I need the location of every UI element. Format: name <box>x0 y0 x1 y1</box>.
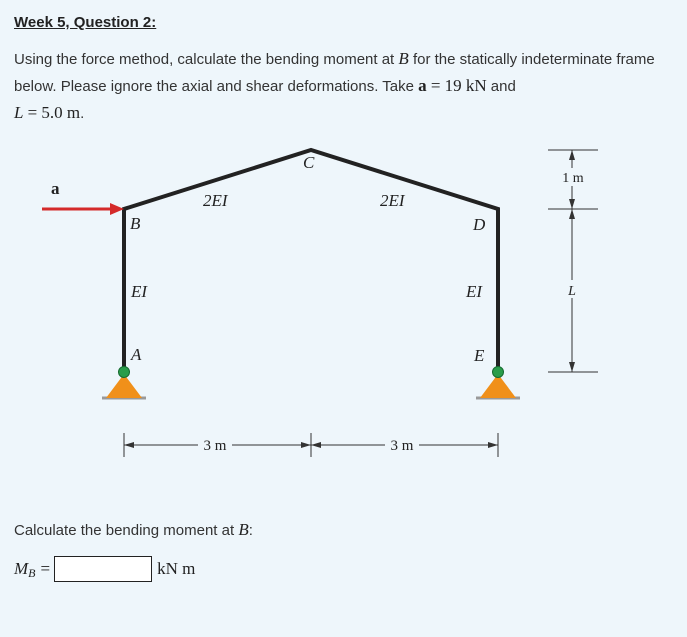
dim-arrow-1 <box>124 442 134 448</box>
member-label-right-column: EI <box>466 282 483 301</box>
vdim-arrow-2 <box>569 199 575 209</box>
node-label-B: B <box>130 214 141 233</box>
problem-text-2: for the statically indeterminate frame below. Please ignore the axial and shear deformations. Take <box>14 51 655 95</box>
moment-point-symbol: B <box>398 49 409 68</box>
prompt-symbol: B <box>238 520 249 539</box>
span-label-1: 3 m <box>203 438 227 454</box>
answer-row <box>14 554 195 584</box>
height-label-rise: 1 m <box>562 171 584 186</box>
answer-equals: = <box>40 559 51 578</box>
length-value: 5.0 m <box>41 103 81 122</box>
height-label-column: L <box>568 284 576 299</box>
node-label-A: A <box>131 345 142 364</box>
vdim-arrow-3 <box>569 209 575 219</box>
node-label-E: E <box>474 346 485 365</box>
support-A <box>102 367 146 399</box>
member-label-left-column: EI <box>131 282 148 301</box>
load-symbol: a <box>418 76 427 95</box>
answer-lhs-subscript: B <box>28 565 36 580</box>
vdim-arrow-4 <box>569 362 575 372</box>
moment-answer-input[interactable] <box>54 556 152 582</box>
member-label-left-rafter: 2EI <box>203 191 228 210</box>
question-title: Week 5, Question 2: <box>14 14 157 31</box>
prompt-text: Calculate the bending moment at <box>14 522 235 539</box>
answer-unit: kN m <box>157 559 196 578</box>
prompt-colon: : <box>248 522 253 539</box>
vdim-arrow-1 <box>569 150 575 160</box>
support-E <box>476 367 520 399</box>
dim-arrow-4 <box>488 442 498 448</box>
node-label-C: C <box>303 153 315 172</box>
pin-E <box>493 367 504 378</box>
span-label-2: 3 m <box>390 438 414 454</box>
answer-prompt <box>14 520 253 540</box>
node-label-D: D <box>473 215 486 234</box>
dim-arrow-3 <box>311 442 321 448</box>
length-equals: = <box>27 103 38 122</box>
dim-arrow-2 <box>301 442 311 448</box>
and-word: and <box>490 78 516 95</box>
period: . <box>80 105 85 122</box>
problem-text-1: Using the force method, calculate the bending moment at <box>14 51 395 68</box>
pin-A <box>119 367 130 378</box>
member-label-right-rafter: 2EI <box>380 191 405 210</box>
length-symbol: L <box>14 103 24 122</box>
load-label: a <box>51 179 60 198</box>
load-arrow-head <box>110 203 124 215</box>
load-equals: = <box>430 76 441 95</box>
answer-lhs-symbol: M <box>14 559 29 578</box>
frame-structure <box>124 150 498 372</box>
load-value: 19 kN <box>444 76 487 95</box>
